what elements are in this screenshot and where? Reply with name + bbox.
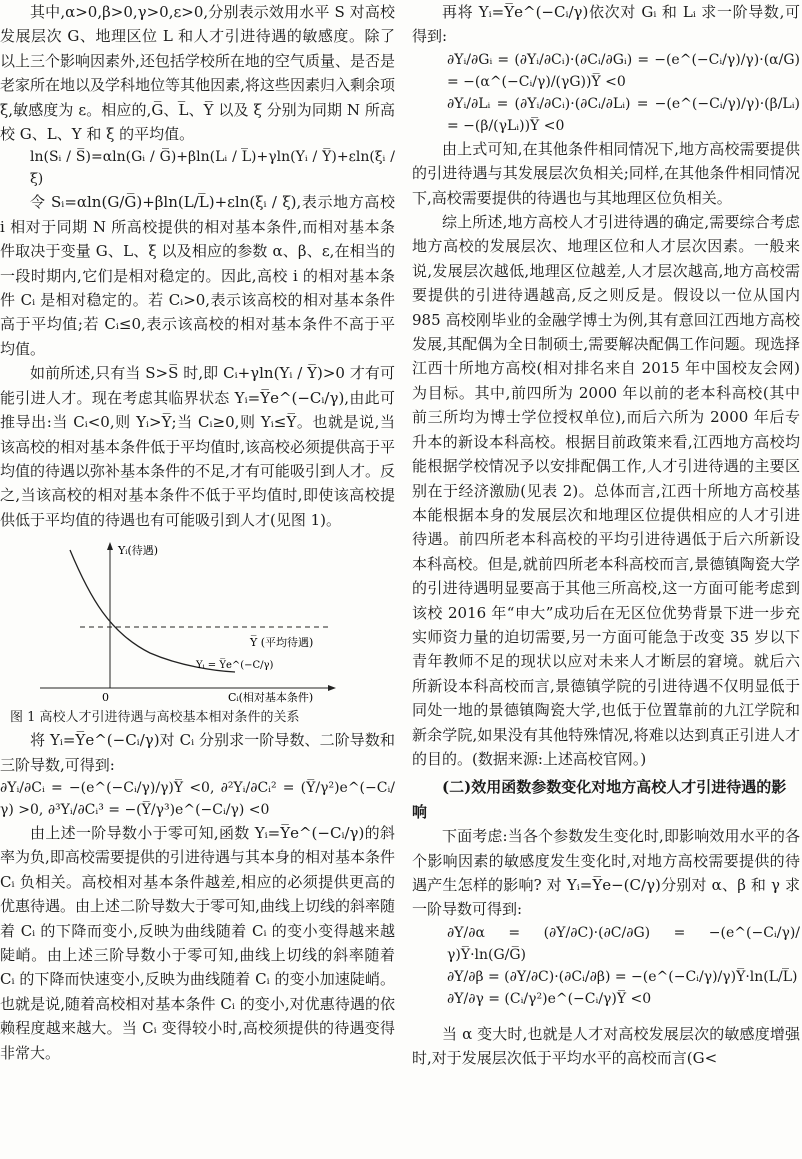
equation-dy-dg: ∂Yᵢ/∂Gᵢ = (∂Yᵢ/∂Cᵢ)·(∂Cᵢ/∂Gᵢ) = −(e^(−Cᵢ/γ)/γ)·(α/G) = −(α^(−Cᵢ/γ)/(γG))Y̅ <0 [447, 51, 800, 90]
paragraph-parameter-change: 下面考虑:当各个参数发生变化时,即影响效用水平的各个影响因素的敏感度发生变化时,对地方高校需要提供的待遇产生怎样的影响? 对 Yᵢ=Y̅e−(C/γ)分别对 α、β 和 γ 求一阶导数可得到: [412, 827, 800, 919]
paragraph-alpha-increase: 当 α 变大时,也就是人才对高校发展层次的敏感度增强时,对于发展层次低于平均水平的高校而言(G< [412, 1024, 800, 1068]
paragraph-critical-state: 如前所述,只有当 S>S̅ 时,即 Cᵢ+γln(Yᵢ / Y̅)>0 才有可能引进人才。现在考虑其临界状态 Yᵢ=Y̅e^(−Cᵢ/γ),由此可推导出:当 Cᵢ<0,则 Yᵢ>Y̅;当 Cᵢ≥0,则 Yᵢ≤Y̅。也就是说,当该高校的相对基本条件低于平均值时,该高校必须提供高于平均值的待遇以弥补基本条件的不足,才有可能吸引到人才。反之,当该高校的相对基本条件不低于平均值时,即使该高校提供低于平均值的待遇也有可能吸引到人才(见图 1)。 [0, 364, 395, 529]
origin-label: 0 [102, 691, 109, 705]
paragraph-negative-correlation: 由上式可知,在其他条件相同情况下,地方高校需要提供的引进待遇与其发展层次负相关;同样,在其他条件相同情况下,高校需要提供的待遇也与其地理区位负相关。 [412, 139, 800, 207]
curve [70, 550, 235, 672]
equation-derivatives: ∂Yᵢ/∂Cᵢ = −(e^(−Cᵢ/γ)/γ)Y̅ <0, ∂²Yᵢ/∂Cᵢ² = (Y̅/γ²)e^(−Cᵢ/γ) >0, ∂³Yᵢ/∂Cᵢ³ = −(Y̅/γ³)e^(−Cᵢ/γ) <0 [0, 779, 395, 818]
paragraph-derivatives-intro: 将 Yᵢ=Y̅e^(−Cᵢ/γ)对 Cᵢ 分别求一阶导数、二阶导数和三阶导数,可得到: [0, 731, 395, 774]
paragraph-relative-condition: 令 Sᵢ=αln(G/G̅)+βln(L/L̅)+εln(ξᵢ / ξ̅),表示地方高校 i 相对于同期 N 所高校提供的相对基本条件,而相对基本条件取决于变量 G、L、ξ 以及相应的参数 α、β、ε,在相当的一段时期内,它们是相对稳定的。因此,高校 i 的相对基本条件 Cᵢ 是相对稳定的。若 Cᵢ>0,表示该高校的相对基本条件高于平均值;若 Cᵢ≤0,表示该高校的相对基本条件不高于平均值。 [0, 193, 395, 358]
paragraph-sensitivity-definition: 其中,α>0,β>0,γ>0,ε>0,分别表示效用水平 S 对高校发展层次 G、地理区位 L 和人才引进待遇的敏感度。除了以上三个影响因素外,还包括学校所在地的空气质量、是否是老家所在地以及学科地位等其他因素,将这些因素归入剩余项 ξ,敏感度为 ε。相应的,G̅、L̅、Y̅ 以及 ξ̅ 分别为同期 N 所高校 G、L、Y 和 ξ 的平均值。 [0, 3, 395, 144]
section-heading: (二)效用函数参数变化对地方高校人才引进待遇的影响 [412, 778, 787, 821]
y-axis-arrow [107, 542, 113, 550]
equation-log-utility: ln(Sᵢ / S̅)=αln(Gᵢ / G̅)+βln(Lᵢ / L̅)+γln(Yᵢ / Y̅)+εln(ξᵢ / ξ̅) [30, 149, 395, 188]
curve-label: Yᵢ = Y̅e^(−C/γ) [196, 660, 274, 672]
paragraph-derivative-analysis: 由上述一阶导数小于零可知,函数 Yᵢ=Y̅e^(−Cᵢ/γ)的斜率为负,即高校需要提供的引进待遇与其本身的相对基本条件 Cᵢ 负相关。高校相对基本条件越差,相应的必须提供更高的优惠待遇。由上述二阶导数大于零可知,曲线上切线的斜率随着 Cᵢ 的下降而变小,反映为曲线随着 Cᵢ 的变小变得越来越陡峭。由上述三阶导数小于零可知,曲线上切线的斜率随着 Cᵢ 的下降而快速变小,反映为曲线随着 Cᵢ 的变小加速陡峭。也就是说,随着高校相对基本条件 Cᵢ 的变小,对优惠待遇的依赖程度越来越大。当 Cᵢ 变得较小时,高校须提供的待遇变得非常大。 [0, 823, 395, 1062]
x-axis-label: Cᵢ(相对基本条件) [228, 691, 314, 705]
y-axis-label: Yᵢ(待遇) [118, 544, 159, 558]
figure-1-plot [0, 538, 395, 706]
mean-label: Y̅ (平均待遇) [250, 636, 314, 650]
equation-dy-dgamma: ∂Y/∂γ = (Cᵢ/γ²)e^(−Cᵢ/γ)Y̅ <0 [447, 990, 652, 1007]
x-axis-arrow [328, 685, 336, 691]
paragraph-jiangxi-case: 综上所述,地方高校人才引进待遇的确定,需要综合考虑地方高校的发展层次、地理区位和人才层次因素。一般来说,发展层次越低,地理区位越差,人才层次越高,地方高校需要提供的引进待遇越高,反之则反是。假设以一位从国内 985 高校刚毕业的金融学博士为例,其有意回江西地方高校发展,其配偶为全日制硕士,需要解决配偶工作问题。现选择江西十所地方高校(相对排名来自 2015 年中国校友会网)为目标。其中,前四所为 2000 年以前的老本科高校(其中前三所均为博士学位授权单位),而后六所为 2000 年后专升本的新设本科高校。根据目前政策来看,江西地方高校均能根据学校情况予以安排配偶工作,人才引进待遇的主要区别在于经济激励(见表 2)。总体而言,江西十所地方高校基本能根据本身的发展层次和地理区位提供相应的人才引进待遇。前四所老本科高校的平均引进待遇低于后六所新设本科高校。但是,就前四所老本科高校而言,景德镇陶瓷大学的引进待遇明显要高于其他三所高校,这一方面可能考虑到该校 2016 年“申大”成功后在无区位优势背景下进一步充实师资力量的迫切需要,另一方面可能急于改变 35 岁以下青年教师不足的现状以应对未来人才断层的窘境。就后六所新设本科高校而言,景德镇学院的引进待遇不仅明显低于同处一地的景德镇陶瓷大学,也低于位置靠前的九江学院和新余学院,如果没有其他特殊情况,将难以达到真正引进人才的目的。(数据来源:上述高校官网。) [412, 213, 800, 768]
left-column [0, 0, 395, 1065]
figure-1-caption: 图 1 高校人才引进待遇与高校基本相对条件的关系 [10, 710, 300, 726]
paragraph-g-l-derivatives-intro: 再将 Yᵢ=Y̅e^(−Cᵢ/γ)依次对 Gᵢ 和 Lᵢ 求一阶导数,可得到: [412, 3, 800, 46]
equation-dy-dbeta: ∂Y/∂β = (∂Y/∂C)·(∂Cᵢ/∂β) = −(e^(−Cᵢ/γ)/γ)Y̅·ln(L/L̅) [447, 968, 798, 985]
equation-dy-dl: ∂Yᵢ/∂Lᵢ = (∂Yᵢ/∂Cᵢ)·(∂Cᵢ/∂Lᵢ) = −(e^(−Cᵢ/γ)/γ)·(β/Lᵢ) = −(β/(γLᵢ))Y̅ <0 [447, 95, 800, 134]
figure-1 [0, 538, 395, 706]
right-column [412, 0, 800, 1071]
equation-dy-dalpha: ∂Y/∂α = (∂Y/∂C)·(∂C/∂G) = −(e^(−Cᵢ/γ)/γ)Y̅·ln(G/G̅) [447, 924, 800, 963]
